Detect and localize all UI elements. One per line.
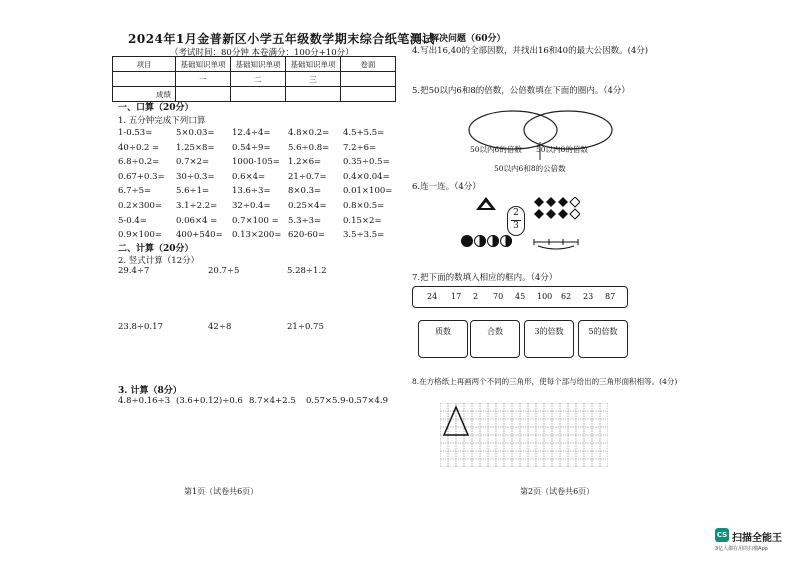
number-item[interactable]: 23 [583,292,594,301]
venn-bottom-label: 50以内6和8的公倍数 [494,164,566,173]
page-number-right: 第2页（试卷共6页） [520,487,595,496]
scanner-brand-name: 扫描全能王 [732,533,782,544]
oral-item: 12.4÷4= [232,128,271,138]
diamond-icon [558,197,568,207]
fraction-denominator: 3 [513,221,519,231]
calc-item: (3.6+0.12)÷0.6 [176,396,243,406]
score-blank-cell [231,87,286,102]
q1-prompt: 1. 五分钟完成下列口算 [118,116,206,126]
vertical-calc-item: 5.28÷1.2 [287,266,327,276]
q3-prompt: 3. 计算（8分） [118,386,182,396]
oral-item: 13.6÷3= [232,186,271,197]
oral-item: 0.35÷0.5= [343,157,390,168]
score-row-label: 成绩 [113,87,176,102]
calc-item: 4.8÷0.16÷3 [118,396,171,406]
oral-item: 0.8×0.5= [343,200,385,211]
q2-prompt: 2. 竖式计算（12分） [118,256,200,266]
oral-item: 8×0.3= [288,186,322,197]
score-table [112,56,396,102]
q7-prompt: 7.把下面的数填入相应的框内。（4分） [412,273,558,283]
oral-item: 1.2×6= [288,157,322,168]
table-row [118,157,399,172]
oral-item: 0.01×100= [343,186,393,197]
oral-item: 32÷0.4= [232,200,271,211]
q6-prompt: 6.连一连。（4分） [412,182,481,192]
score-header-cell: 基础知识单项 [286,57,341,72]
category-label: 质数 [435,327,451,336]
oral-item: 1-0.53= [118,128,153,138]
oral-item: 620-60= [288,230,326,241]
oral-item: 0.15×2= [343,215,382,226]
calc-item: 0.57×5.9-0.57×4.9 [306,396,389,406]
oral-item: 0.2×300= [118,200,162,211]
diamond-outline-icon [570,209,580,219]
oral-item: 40÷0.2 = [118,142,160,153]
table-row [118,186,399,201]
oral-item: 0.13×200= [232,230,282,241]
score-header-cell: 卷面 [341,57,396,72]
exam-title: 2024年1月金普新区小学五年级数学期末综合纸笔测试 [128,32,435,46]
score-header-cell: 基础知识单项 [176,57,231,72]
oral-item: 4.5+5.5= [343,128,385,138]
oral-item: 5.3÷3= [288,215,322,226]
oral-item: 5.6÷1= [176,186,210,197]
scanner-logo-icon: CS [715,528,729,542]
segmented-line [532,236,580,252]
category-box-multiple-of-5[interactable] [578,320,628,358]
number-item[interactable]: 2 [473,292,479,301]
oral-item: 1.25×8= [176,142,215,153]
q5-prompt: 5.把50以内6和8的倍数，公倍数填在下面的圈内。（4分） [412,86,630,96]
page-number-left: 第1页（试卷共6页） [184,487,259,496]
oral-item: 0.4×0.04= [343,171,390,182]
number-item[interactable]: 24 [427,292,438,301]
table-row [118,216,399,231]
table-row [118,143,399,158]
vertical-calc-item: 21÷0.75 [287,322,324,332]
oral-item: 0.7×2= [176,157,210,168]
table-row [118,128,399,143]
category-label: 3的倍数 [534,327,564,336]
venn-right-label: 50以内8的倍数 [536,145,588,154]
diamond-icon [534,209,544,219]
number-item[interactable]: 45 [515,292,526,301]
venn-diagram [468,104,618,164]
circles-group [460,234,518,248]
oral-item: 6.7÷5= [118,186,152,197]
score-numeral-cell [341,72,396,87]
table-row [113,72,396,87]
oral-item: 0.9×100= [118,230,162,241]
diamond-icon [558,209,568,219]
fraction-numerator: 2 [513,208,519,218]
score-blank-cell [286,87,341,102]
oral-item: 0.54÷9= [232,142,271,153]
oral-item: 3.1÷2.2= [176,200,218,211]
category-label: 合数 [487,327,503,336]
venn-left-label: 50以内6的倍数 [470,145,522,154]
section2-heading: 二、计算（20分） [118,244,194,254]
table-row [118,201,399,216]
oral-item: 6.8÷0.2= [118,157,160,168]
score-header-cell: 基础知识单项 [231,57,286,72]
calc-item: 8.7×4+2.5 [249,396,296,406]
category-box-multiple-of-3[interactable] [524,320,574,358]
oral-item: 0.06×4 = [176,215,218,226]
oral-item: 0.6×4= [232,171,266,182]
number-item[interactable]: 62 [561,292,572,301]
diamond-icon [546,197,556,207]
oral-arithmetic-grid [118,128,399,245]
vertical-calc-item: 29.4÷7 [118,266,150,276]
oral-item: 4.8×0.2= [288,128,330,138]
oral-item: 5×0.03= [176,128,215,138]
category-label: 5的倍数 [588,327,618,336]
oral-item: 0.7×100 = [232,215,279,226]
oral-item: 0.25×4= [288,200,327,211]
oral-item: 5-0.4= [118,215,147,226]
number-item[interactable]: 100 [537,292,553,301]
number-item[interactable]: 17 [451,292,462,301]
diamonds-group [534,197,580,229]
section3-heading: 三、解决问题（60分） [412,34,506,44]
oral-item: 400+540= [176,230,223,241]
q4-prompt: 4.写出16,40的全部因数，并找出16和40的最大公因数。(4分) [412,46,649,56]
oral-item: 7.2÷6= [343,142,377,153]
vertical-calc-item: 42÷8 [208,322,232,332]
circle-filled-icon [462,236,473,247]
number-item[interactable]: 70 [493,292,504,301]
diamond-icon [546,209,556,219]
fraction-oval [507,206,525,236]
oral-item: 0.67+0.3= [118,171,165,182]
diamond-outline-icon [570,197,580,207]
table-row [113,57,396,72]
table-row [118,172,399,187]
oral-item: 3.5÷3.5= [343,230,385,241]
vertical-calc-item: 20.7÷5 [208,266,240,276]
category-box-composite[interactable] [470,320,520,358]
score-numeral-cell [113,72,176,87]
scanner-tagline: 3亿人都在用的扫描App [715,546,768,552]
section1-heading: 一、口算（20分） [118,103,194,113]
score-numeral-cell: 三 [286,72,341,87]
number-item[interactable]: 87 [605,292,616,301]
triangle-shape-icon [475,196,497,212]
oral-item: 5.6÷0.8= [288,142,330,153]
category-box-prime[interactable] [418,320,468,358]
score-blank-cell [341,87,396,102]
score-numeral-cell: 一 [176,72,231,87]
q8-prompt: 8.在方格纸上再画两个不同的三角形，使每个部与给出的三角形面积相等。(4分) [412,377,678,386]
oral-item: 30÷0.3= [176,171,215,182]
exam-subtitle: （考试时间：80分钟 本卷满分：100分+10分） [170,48,354,58]
score-numeral-cell: 二 [231,72,286,87]
oral-item: 21÷0.7= [288,171,327,182]
score-header-cell: 项目 [113,57,176,72]
diamond-icon [534,197,544,207]
grid-paper[interactable] [440,403,608,467]
oral-item: 1000-105= [232,157,280,168]
number-box [412,286,628,308]
vertical-calc-item: 23.8÷0.17 [118,322,163,332]
